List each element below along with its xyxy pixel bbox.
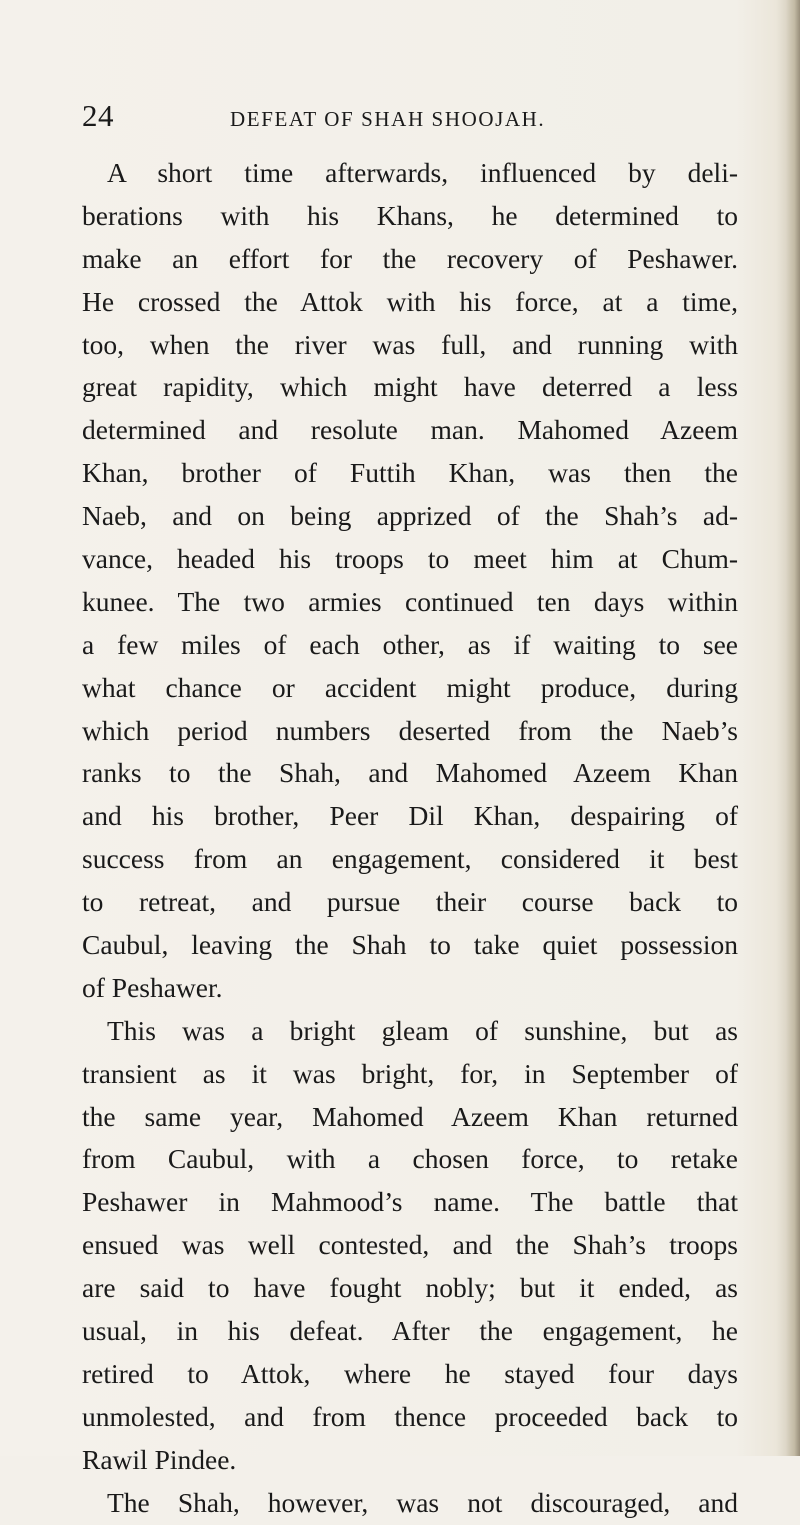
text-line: too, when the river was full, and running with <box>82 328 738 360</box>
text-line: This was a bright gleam of sunshine, but as <box>107 1014 738 1046</box>
text-line: A short time afterwards, influenced by deli- <box>107 157 738 188</box>
text-line: transient as it was bright, for, in September of <box>82 1057 738 1089</box>
text-line: are said to have fought nobly; but it ended, as <box>82 1272 738 1304</box>
text-line: usual, in his defeat. After the engagement, he <box>82 1315 738 1347</box>
text-line: The Shah, however, was not discouraged, and <box>107 1486 738 1518</box>
page-number: 24 <box>82 98 114 133</box>
text-line: what chance or accident might produce, during <box>82 671 738 703</box>
running-title: DEFEAT OF SHAH SHOOJAH. <box>230 107 546 131</box>
text-line: Khan, brother of Futtih Khan, was then the <box>82 457 738 489</box>
text-line: a few miles of each other, as if waiting to see <box>82 628 738 660</box>
body-text <box>82 152 738 1525</box>
text-line: ranks to the Shah, and Mahomed Azeem Khan <box>82 757 738 789</box>
text-line: success from an engagement, considered it best <box>82 843 738 875</box>
text-line: great rapidity, which might have deterred a less <box>82 371 738 403</box>
text-line: of Peshawer. <box>82 971 223 1003</box>
text-line: which period numbers deserted from the Naeb’s <box>82 714 738 746</box>
text-line: unmolested, and from thence proceeded back to <box>82 1400 738 1432</box>
text-line: Peshawer in Mahmood’s name. The battle that <box>82 1186 738 1218</box>
text-line: from Caubul, with a chosen force, to retake <box>82 1143 738 1175</box>
text-line: and his brother, Peer Dil Khan, despairing of <box>82 800 738 832</box>
text-line: to retreat, and pursue their course back to <box>82 886 738 918</box>
text-line: the same year, Mahomed Azeem Khan returned <box>82 1100 738 1132</box>
text-line: Naeb, and on being apprized of the Shah’s ad- <box>82 500 738 532</box>
text-line: make an effort for the recovery of Peshawer. <box>82 242 738 274</box>
text-line: retired to Attok, where he stayed four days <box>82 1357 738 1389</box>
text-line: vance, headed his troops to meet him at Chum- <box>82 543 738 575</box>
page-edge-shadow <box>786 0 800 1456</box>
page-header <box>82 96 722 140</box>
text-line: berations with his Khans, he determined to <box>82 199 738 231</box>
text-line: determined and resolute man. Mahomed Azeem <box>82 414 738 446</box>
text-line: He crossed the Attok with his force, at a time, <box>82 285 738 317</box>
text-line: Rawil Pindee. <box>82 1443 237 1475</box>
text-line: kunee. The two armies continued ten days within <box>82 585 738 617</box>
text-line: Caubul, leaving the Shah to take quiet possession <box>82 929 738 961</box>
text-line: ensued was well contested, and the Shah’s troops <box>82 1229 738 1261</box>
